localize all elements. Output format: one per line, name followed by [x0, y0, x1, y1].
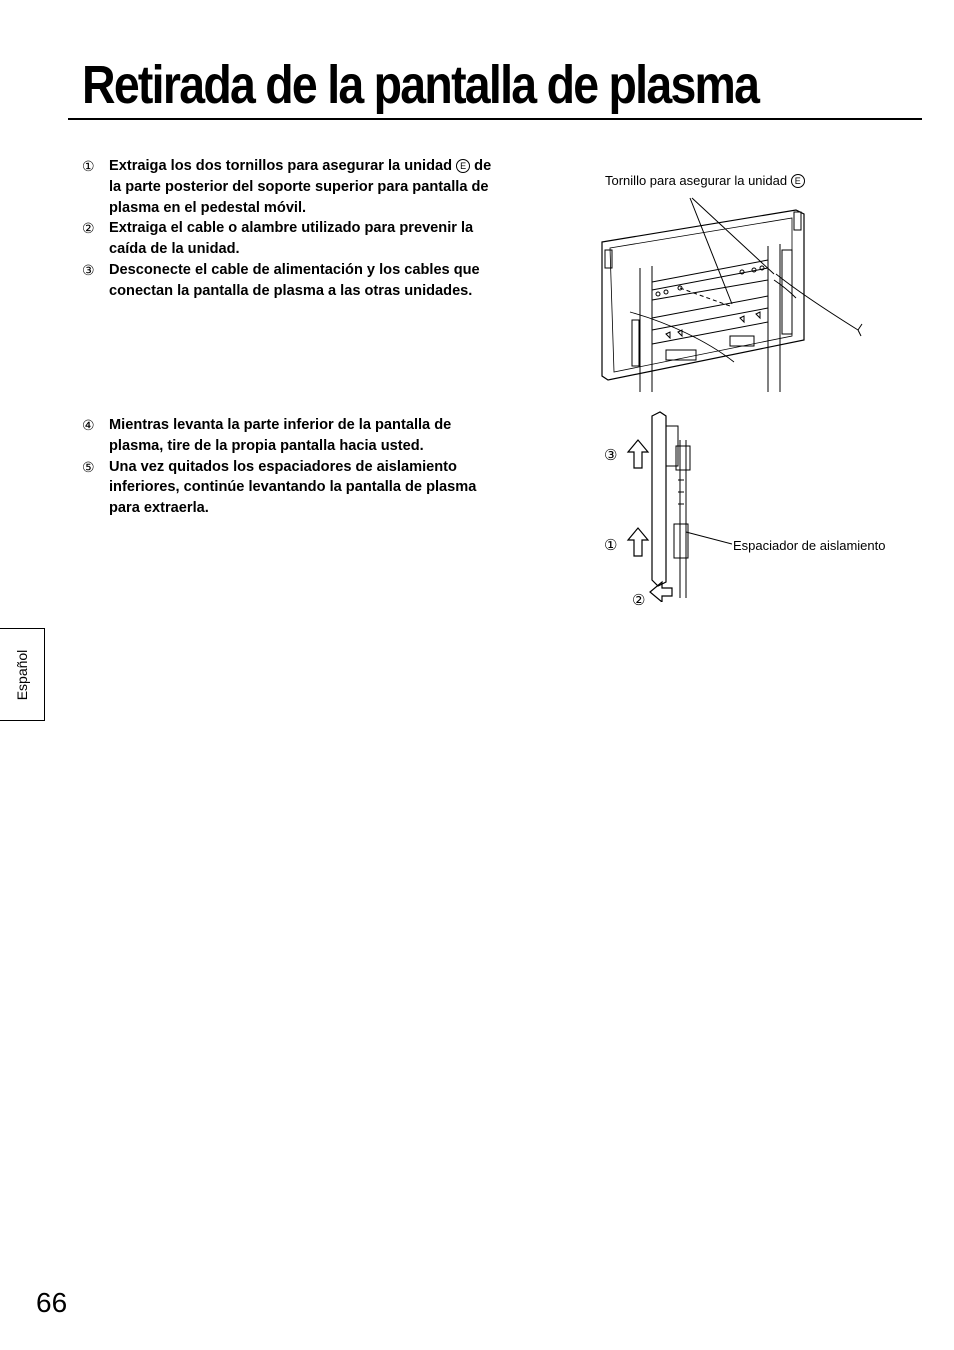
step-5 — [82, 457, 502, 519]
step-5-number: ⑤ — [82, 458, 95, 475]
step-2-number: ② — [82, 220, 95, 237]
step-2-text: Extraiga el cable o alambre utilizado para prevenir la caída de la unidad. — [109, 220, 474, 258]
page-number: 66 — [36, 1287, 68, 1318]
language-tab — [0, 628, 45, 721]
step-1-text-a: Extraiga los dos tornillos para asegurar la unidad — [109, 158, 457, 174]
step-3-text: Desconecte el cable de alimentación y los cables que conectan la pantalla de plasma a las otras unidades. — [109, 261, 480, 299]
spacer-callout-label: Espaciador de aislamiento — [733, 538, 886, 553]
steps-list-a — [82, 156, 502, 302]
steps-list-b — [82, 415, 502, 519]
step-2 — [82, 218, 502, 260]
screw-callout-label — [605, 173, 805, 188]
step-1-text-b: de la parte posterior del soporte superior para pantalla de plasma en el pedestal móvil. — [109, 158, 492, 216]
step-1-number: ① — [82, 158, 95, 174]
unit-e-badge: E — [791, 174, 805, 188]
marker-up-top: ③ — [604, 447, 618, 464]
step-1 — [82, 156, 502, 218]
side-view-illustration — [622, 410, 732, 602]
marker-pull: ② — [632, 592, 646, 609]
step-4-number: ④ — [82, 417, 95, 433]
step-5-text: Una vez quitados los espaciadores de aislamiento inferiores, continúe levantando la pantalla de plasma para extraerla. — [109, 458, 477, 517]
step-4 — [82, 415, 502, 457]
unit-e-badge: E — [456, 159, 470, 173]
rear-view-illustration — [596, 190, 868, 392]
language-tab-label: Español — [14, 649, 30, 700]
step-4-text: Mientras levanta la parte inferior de la pantalla de plasma, tire de la propia pantalla hacia usted. — [109, 417, 452, 454]
title-rule — [68, 118, 922, 120]
step-3-number: ③ — [82, 261, 95, 278]
page-title: Retirada de la pantalla de plasma — [82, 55, 759, 115]
step-3 — [82, 260, 502, 302]
marker-up-bottom: ① — [604, 537, 618, 554]
screw-callout-text: Tornillo para asegurar la unidad — [605, 173, 791, 188]
